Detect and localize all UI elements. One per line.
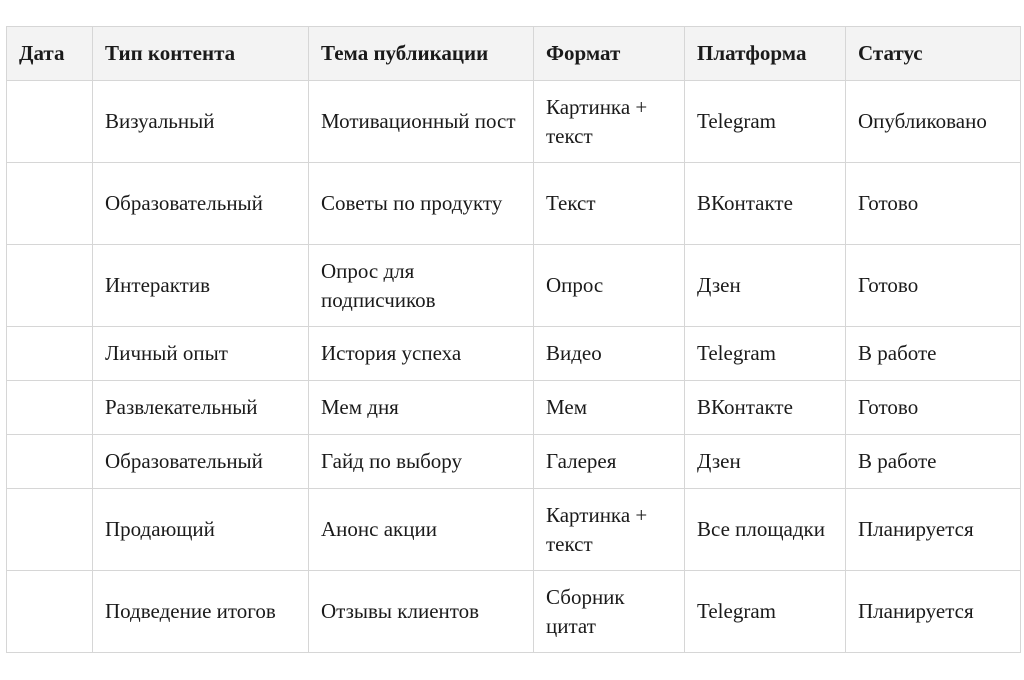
cell-format: Сборник цитат <box>534 571 685 653</box>
cell-platform: Telegram <box>685 81 846 163</box>
header-status: Статус <box>846 27 1021 81</box>
cell-date <box>7 327 93 381</box>
table-row <box>7 571 1021 653</box>
cell-topic: Опрос для подписчиков <box>309 245 534 327</box>
cell-platform: Все площадки <box>685 489 846 571</box>
cell-format: Галерея <box>534 435 685 489</box>
cell-date <box>7 381 93 435</box>
cell-date <box>7 489 93 571</box>
cell-platform: ВКонтакте <box>685 163 846 245</box>
cell-status: В работе <box>846 435 1021 489</box>
cell-topic: Анонс акции <box>309 489 534 571</box>
cell-content-type: Интерактив <box>93 245 309 327</box>
cell-date <box>7 571 93 653</box>
cell-status: Опубликовано <box>846 81 1021 163</box>
cell-platform: ВКонтакте <box>685 381 846 435</box>
cell-format: Картинка + текст <box>534 81 685 163</box>
cell-status: Планируется <box>846 489 1021 571</box>
cell-topic: История успеха <box>309 327 534 381</box>
cell-format: Опрос <box>534 245 685 327</box>
cell-date <box>7 245 93 327</box>
cell-topic: Мотивационный пост <box>309 81 534 163</box>
cell-content-type: Личный опыт <box>93 327 309 381</box>
content-plan-table <box>6 26 1021 653</box>
cell-platform: Telegram <box>685 327 846 381</box>
cell-format: Картинка + текст <box>534 489 685 571</box>
cell-content-type: Продающий <box>93 489 309 571</box>
cell-topic: Отзывы клиентов <box>309 571 534 653</box>
cell-content-type: Образовательный <box>93 435 309 489</box>
header-format: Формат <box>534 27 685 81</box>
header-row <box>7 27 1021 81</box>
cell-content-type: Визуальный <box>93 81 309 163</box>
header-date: Дата <box>7 27 93 81</box>
header-topic: Тема публикации <box>309 27 534 81</box>
table-header <box>7 27 1021 81</box>
cell-date <box>7 163 93 245</box>
cell-content-type: Развлекательный <box>93 381 309 435</box>
cell-platform: Telegram <box>685 571 846 653</box>
cell-date <box>7 435 93 489</box>
header-content-type: Тип контента <box>93 27 309 81</box>
table-body <box>7 81 1021 653</box>
cell-format: Мем <box>534 381 685 435</box>
table-row <box>7 327 1021 381</box>
table-row <box>7 163 1021 245</box>
cell-format: Текст <box>534 163 685 245</box>
cell-status: Готово <box>846 245 1021 327</box>
cell-format: Видео <box>534 327 685 381</box>
cell-status: Готово <box>846 163 1021 245</box>
header-platform: Платформа <box>685 27 846 81</box>
cell-content-type: Образовательный <box>93 163 309 245</box>
cell-status: В работе <box>846 327 1021 381</box>
cell-content-type: Подведение итогов <box>93 571 309 653</box>
cell-platform: Дзен <box>685 245 846 327</box>
content-plan-table-wrapper <box>6 26 1021 653</box>
cell-topic: Гайд по выбору <box>309 435 534 489</box>
cell-platform: Дзен <box>685 435 846 489</box>
cell-topic: Мем дня <box>309 381 534 435</box>
table-row <box>7 381 1021 435</box>
cell-topic: Советы по продукту <box>309 163 534 245</box>
table-row <box>7 81 1021 163</box>
cell-date <box>7 81 93 163</box>
table-row <box>7 245 1021 327</box>
cell-status: Планируется <box>846 571 1021 653</box>
table-row <box>7 489 1021 571</box>
cell-status: Готово <box>846 381 1021 435</box>
table-row <box>7 435 1021 489</box>
